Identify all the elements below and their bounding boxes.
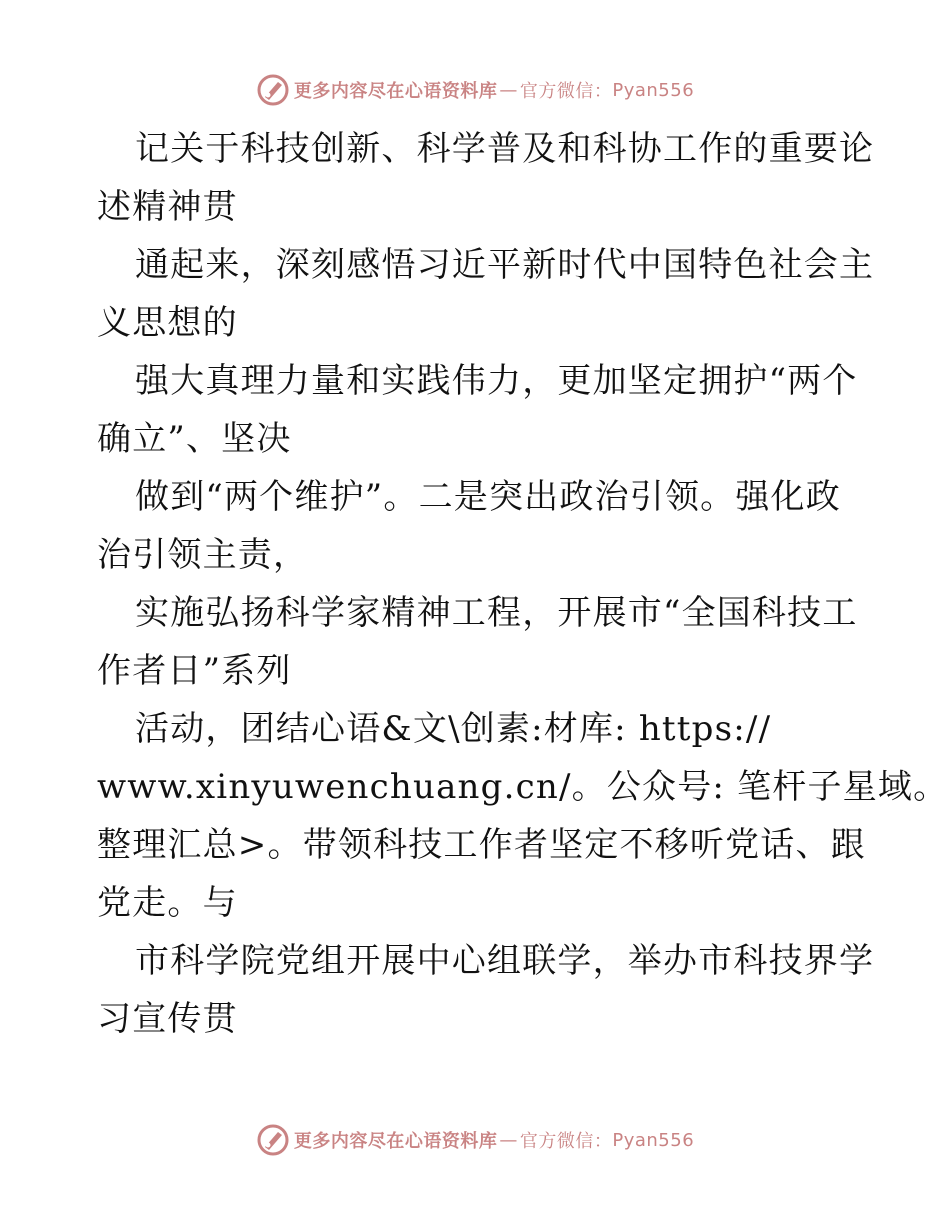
watermark-brand: 更多内容尽在心语资料库: [293, 1131, 498, 1152]
body-line: 述精神贯: [97, 187, 238, 227]
body-line: 做到“两个维护”。二是突出政治引领。强化政: [135, 477, 841, 517]
document-body: [97, 120, 949, 1048]
watermark-wechat-id: Pyan556: [612, 79, 695, 101]
watermark-brand: 更多内容尽在心语资料库: [293, 81, 498, 102]
body-line: 确立”、坚决: [97, 419, 292, 459]
body-line: 作者日”系列: [97, 651, 292, 691]
body-line: 通起来，深刻感悟习近平新时代中国特色社会主: [135, 245, 875, 285]
watermark-wechat-id: Pyan556: [612, 1129, 695, 1151]
body-line: 整理汇总>。带领科技工作者坚定不移听党话、跟: [97, 825, 866, 865]
body-line: 活动，团结心语&文\创素:材库: https://: [135, 709, 772, 749]
header-watermark: [0, 70, 950, 110]
body-line: 党走。与: [97, 883, 238, 923]
body-line: www.xinyuwenchuang.cn/。公众号: 笔杆子星域。: [97, 767, 949, 807]
watermark-wechat-label: 官方微信：: [519, 81, 613, 102]
watermark-wechat-label: 官方微信：: [519, 1131, 613, 1152]
body-line: 市科学院党组开展中心组联学，举办市科技界学: [135, 941, 875, 981]
watermark-separator: —: [499, 79, 518, 101]
body-line: 实施弘扬科学家精神工程，开展市“全国科技工: [135, 593, 858, 633]
footer-watermark: [0, 1120, 950, 1160]
body-line: 强大真理力量和实践伟力，更加坚定拥护“两个: [135, 361, 858, 401]
pen-logo-icon: [256, 73, 290, 107]
body-line: 义思想的: [97, 303, 238, 343]
body-line: 习宣传贯: [97, 999, 238, 1039]
body-line: 治引领主责，: [97, 535, 309, 575]
watermark-separator: —: [499, 1129, 518, 1151]
pen-logo-icon: [256, 1123, 290, 1157]
body-line: 记关于科技创新、科学普及和科协工作的重要论: [135, 129, 875, 169]
